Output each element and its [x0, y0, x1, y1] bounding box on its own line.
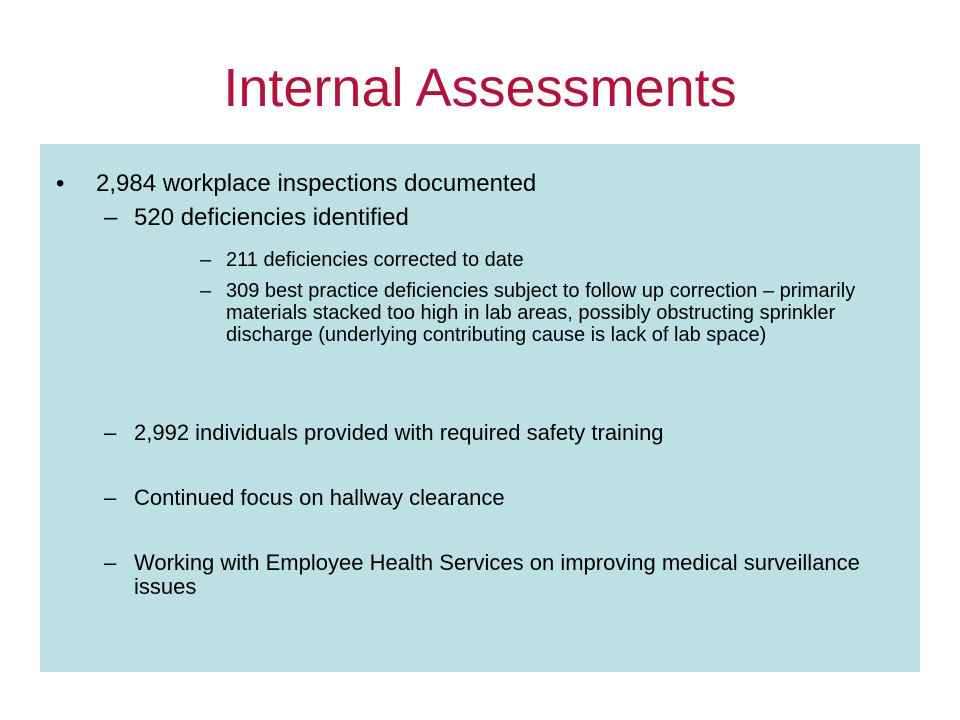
dash-marker: – — [200, 249, 212, 271]
subbullet-hallway — [104, 486, 884, 510]
dash-marker: – — [104, 485, 117, 510]
dash-marker: – — [104, 204, 118, 231]
bullet-inspections — [56, 170, 896, 198]
dash-marker: – — [104, 420, 117, 445]
subsubbullet-text: 211 deficiencies corrected to date — [226, 249, 524, 271]
subsubbullet-text: 309 best practice deficiencies subject to follow up correction – primarily materials stacked too high in lab areas, possibly obstructing sprinkler discharge (underlying contributing cause is lack of lab space) — [226, 280, 856, 346]
subsubbullet-corrected — [200, 249, 860, 271]
subbullet-text: 520 deficiencies identified — [134, 204, 409, 231]
subbullet-text: 2,992 individuals provided with required safety training — [134, 420, 664, 445]
dash-marker: – — [104, 550, 117, 575]
subsubbullet-best-practice — [200, 280, 860, 346]
dash-marker: – — [200, 280, 212, 302]
bullet-marker: • — [56, 170, 65, 197]
slide-title: Internal Assessments — [223, 58, 737, 118]
subbullet-training — [104, 421, 884, 445]
bullet-text: 2,984 workplace inspections documented — [96, 170, 537, 197]
subbullet-deficiencies — [104, 204, 904, 232]
subbullet-text: Continued focus on hallway clearance — [134, 485, 505, 510]
subbullet-employee-health — [104, 551, 884, 599]
subbullet-text: Working with Employee Health Services on improving medical surveillance issues — [134, 550, 860, 599]
